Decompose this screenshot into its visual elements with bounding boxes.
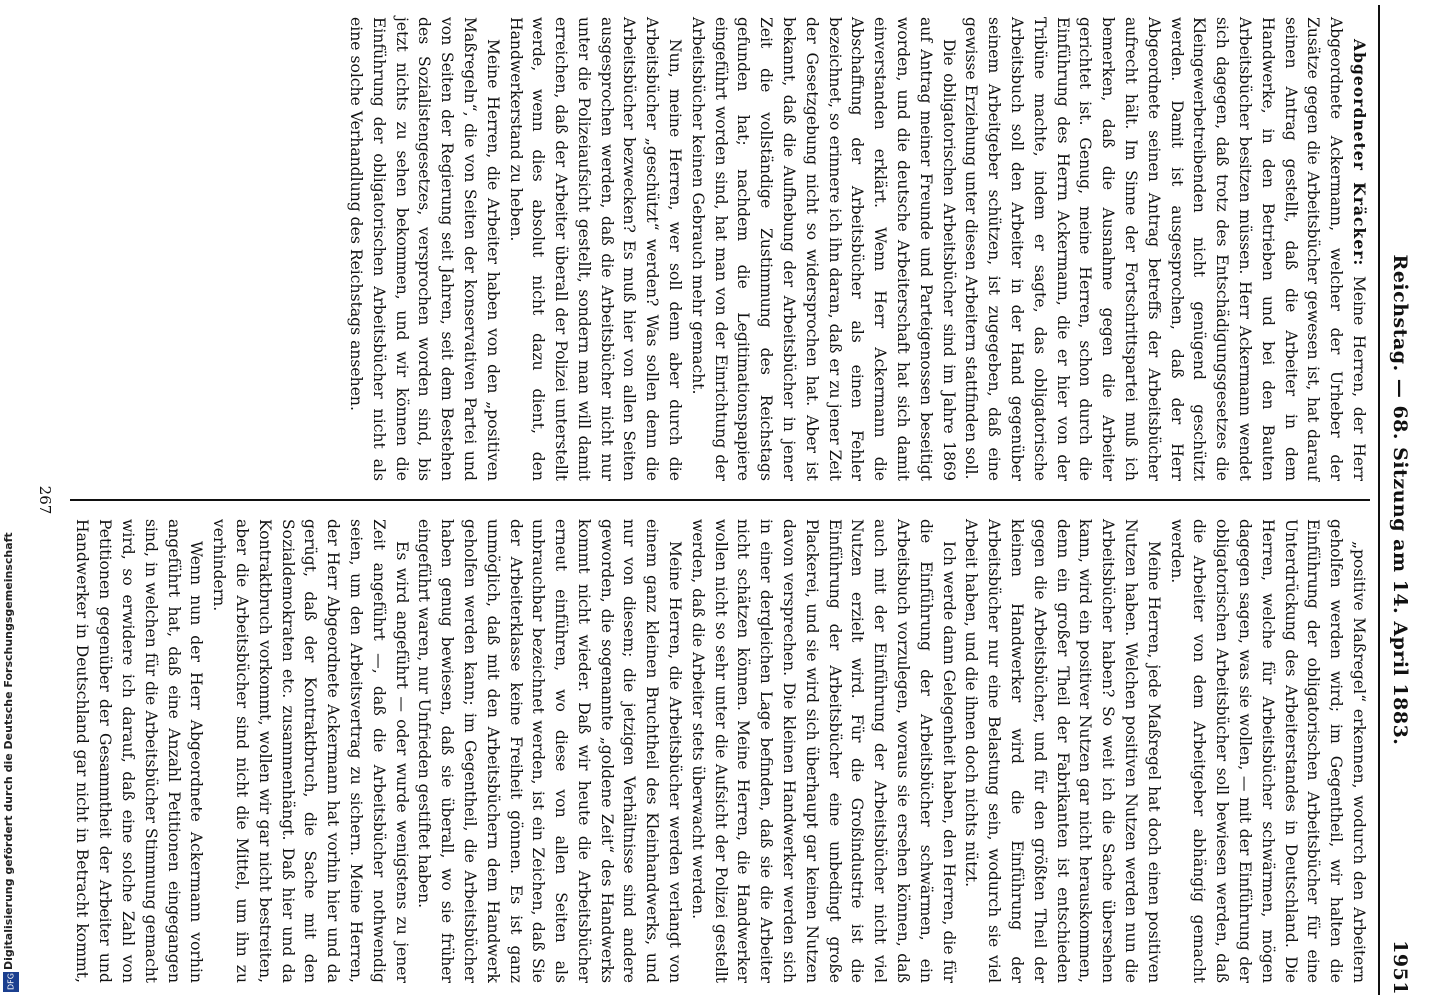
- paragraph-text: Meine Herren, jede Maßregel hat doch einen positiven Nutzen haben. Welchen positiven Nutzen werden nun die Arbeitsbücher haben? So weit ich die Sache übersehen kann, wird ein positiver Nutzen gar nicht herauskommen, denn ein großer Theil der Fabrikanten ist entschieden gegen die Arbeitsbücher, und für den größten Theil der kleinen Handwerker wird die Einführung der Arbeitsbücher nur eine Belastung sein, wodurch sie viel Arbeit haben, und die ihnen doch nichts nützt.: [962, 519, 1163, 983]
- paragraph: [344, 17, 504, 481]
- digitization-credit-text: Digitalisierung gefördert durch die Deutsche Forschungsgemeinschaft: [2, 532, 15, 970]
- paragraph-text: Die obligatorischen Arbeitsbücher sind im Jahre 1869 auf Antrag meiner Freunde und Parteigenossen beseitigt worden, und die deutsche Arbeiterschaft hat sich damit einverstanden erklärt. Wenn Herr Ackermann die Abschaffung der Arbeitsbücher als einen Fehler bezeichnet, so erinnere ich ihn daran, daß er zu jener Zeit der Gesetzgebung nicht so widersprochen hat. Aber ist bekannt, daß die Aufhebung der Arbeitsbücher in jener Zeit die vollständige Zustimmung des Reichstags gefunden hat; nachdem die Legitimationspapiere eingeführt worden sind, hat man von der Einrichtung der Arbeitsbücher keinen Gebrauch mehr gemacht.: [688, 17, 958, 481]
- signature-mark: 267: [36, 485, 54, 515]
- paragraph-text: Ich werde dann Gelegenheit haben, den Herren, die für die Einführung der Arbeitsbücher schwärmen, ein Arbeitsbuch vorzulegen, woraus sie ersehen können, daß auch mit der Einführung der Arbeitsbücher nicht viel Nutzen erzielt wird. Für die Großindustrie ist die Einführung der Arbeitsbücher eine unbedingt große Plackerei, und sie wird sich überhaupt gar keinen Nutzen davon versprechen. Die kleinen Handwerker werden sich in einer dergleichen Lage befinden, daß sie die Arbeiter nicht schätzen können. Meine Herren, die Handwerker wollen nicht so sehr unter die Aufsicht der Polizei gestellt werden, daß die Arbeiter stets überwacht werden.: [688, 519, 958, 983]
- paragraph: [686, 519, 960, 983]
- paragraph: [686, 17, 960, 481]
- page-number: 1951: [1389, 940, 1411, 995]
- paragraph: [207, 519, 412, 983]
- paragraph: [960, 519, 1165, 983]
- paragraph: [1165, 519, 1370, 983]
- rotated-page-content: [30, 5, 1420, 995]
- dfg-logo-icon: DFG: [3, 972, 19, 992]
- text-columns: [70, 5, 1370, 995]
- column-divider: [70, 499, 1370, 501]
- paragraph: [960, 17, 1370, 481]
- page-header: [1380, 5, 1420, 995]
- text-column-left: [70, 5, 1370, 493]
- paragraph: [413, 519, 687, 983]
- paragraph-text: Wenn nun der Herr Abgeordnete Ackermann vorhin angeführt hat, daß eine Anzahl Petitionen eingegangen sind, in welchen für die Arbeitsbücher Stimmung gemacht wird, so erwidere ich darauf, daß eine solche Zahl von Petitionen gegenüber der Gesammtheit der Arbeiter und Handwerker in Deutschland gar nicht in Betracht kommt,: [73, 519, 206, 983]
- paragraph-text: Meine Herren, die Arbeitsbücher werden verlangt von einem ganz kleinen Bruchtheil des Kleinhandwerks, und nur von diesem; die jetzigen Verhältnisse sind andere geworden, die sogenannte „goldene Zeit“ des Handwerks kommt nicht wieder. Daß wir heute die Arbeitsbücher erneut einführen, wo diese von allen Seiten als unbrauchbar bezeichnet werden, ist ein Zeichen, daß Sie der Arbeiterklasse keine Freiheit gönnen. Es ist ganz unmöglich, daß mit den Arbeitsbüchern dem Handwerk geholfen werden kann; im Gegentheil, die Arbeitsbücher haben genug bewiesen, daß sie überall, wo sie früher eingeführt waren, nur Unfrieden gestiftet haben.: [415, 519, 685, 983]
- text-column-right: [70, 507, 1370, 995]
- paragraph-text: Es wird angeführt — oder wurde wenigstens zu jener Zeit angeführt —, daß die Arbeitsbücher nothwendig seien, um den Arbeitsvertrag zu sichern. Meine Herren, der Herr Abgeordnete Ackermann hat vorhin hier und da gerügt, daß der Kontraktbruch, die Sache mit den Sozialdemokraten etc. zusammenhängt. Daß hier und da Kontraktbruch vorkommt, wollen wir gar nicht bestreiten, aber die Arbeitsbücher sind nicht die Mittel, um ihn zu verhindern.: [210, 519, 411, 983]
- paragraph: [70, 519, 207, 983]
- paragraph: [504, 17, 686, 481]
- paragraph-text: Meine Herren, die Arbeiter haben von den „positiven Maßregeln“, die von Seiten der konservativen Partei und von Seiten der Regierung seit Jahren, seit dem Bestehen des Sozialistengesetzes, versprochen worden sind, bis jetzt nichts zu sehen bekommen, und wir können die Einführung der obligatorischen Arbeitsbücher nicht als eine solche Verhandlung des Reichstags ansehen.: [346, 17, 502, 481]
- page-title: Reichstag. — 68. Sitzung am 14. April 1883.: [1389, 254, 1411, 746]
- paragraph-text: Meine Herren, der Herr Abgeordnete Ackermann, welcher der Urheber der Zusätze gegen die Arbeitsbücher gewesen ist, hat darauf seinen Antrag gestellt, daß die Arbeiter in dem Handwerke, in den Betrieben und bei den Bauten Arbeitsbücher besitzen müssen. Herr Ackermann wendet sich dagegen, daß trotz des Entschädigungsgesetzes die Kleingewerbetreibenden nicht genügend geschützt werden. Damit ist ausgesprochen, daß der Herr Abgeordnete seinen Antrag betreffs der Arbeitsbücher aufrecht hält. Im Sinne der Fortschrittspartei muß ich bemerken, daß die Ausnahme gegen die Arbeiter gerichtet ist. Genug, meine Herren, schon durch die Einführung des Herrn Ackermann, die er hier von der Tribüne machte, indem er sagte, das obligatorische Arbeitsbuch soll den Arbeiter in der Hand gegenüber seinem Arbeitgeber schützen, ist zugegeben, daß eine gewisse Erziehung unter diesen Arbeitern stattfinden soll.: [962, 17, 1368, 481]
- paragraph-text: „positive Maßregel“ erkennen, wodurch den Arbeitern geholfen werden wird; im Gegentheil, wir halten die Einführung der obligatorischen Arbeitsbücher für eine Unterdrückung des Arbeiterstandes in Deutschland. Die Herren, welche für Arbeitsbücher schwärmen, mögen dagegen sagen, was sie wollen, — mit der Einführung der obligatorischen Arbeitsbücher soll bewiesen werden, daß die Arbeiter von dem Arbeitgeber abhängig gemacht werden.: [1167, 519, 1368, 983]
- speaker-name: Abgeordneter Kräcker:: [1350, 39, 1369, 267]
- header-rule: [1378, 5, 1380, 995]
- paragraph-text: Nun, meine Herren, wer soll denn aber durch die Arbeitsbücher „geschützt“ werden? Was sollen denn die Arbeitsbücher bezwecken? Es muß hier von allen Seiten ausgesprochen werden, daß die Arbeitsbücher nicht nur unter die Polizeiaufsicht gestellt, sondern man will damit erreichen, daß der Arbeiter überall der Polizei unterstellt werde, wenn dies absolut nicht dazu dient, den Handwerkerstand zu heben.: [506, 17, 685, 481]
